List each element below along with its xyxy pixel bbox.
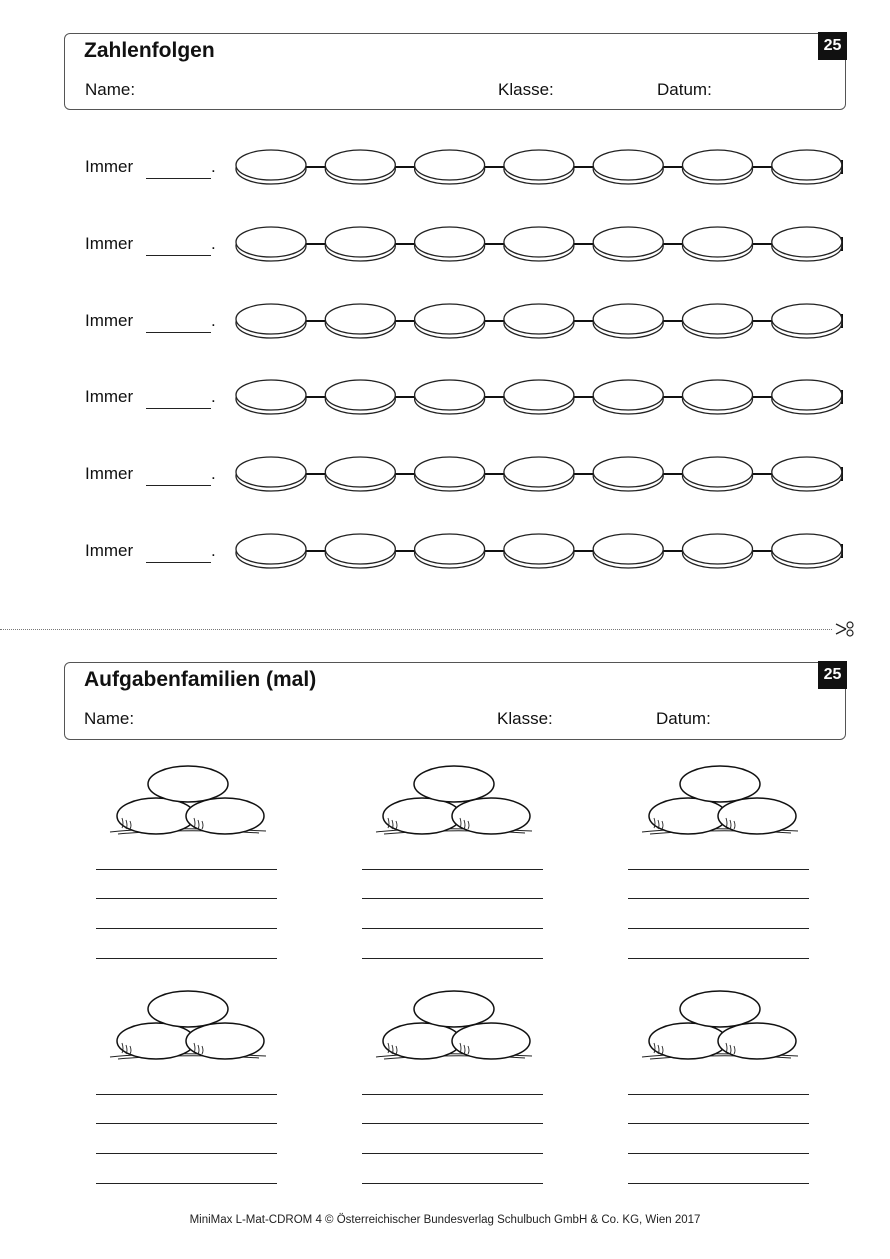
- number-triangle-eggs: [370, 760, 540, 842]
- number-oval[interactable]: [593, 457, 663, 491]
- number-oval[interactable]: [772, 457, 842, 491]
- number-oval[interactable]: [325, 380, 395, 414]
- answer-writing-line[interactable]: [362, 928, 543, 929]
- answer-writing-line[interactable]: [362, 1123, 543, 1124]
- number-chain: [232, 454, 847, 494]
- answer-writing-line[interactable]: [96, 1183, 277, 1184]
- number-oval[interactable]: [415, 304, 485, 338]
- page-number-badge: 25: [818, 32, 847, 60]
- number-chain: [232, 224, 847, 264]
- number-oval[interactable]: [683, 304, 753, 338]
- number-oval[interactable]: [325, 457, 395, 491]
- number-oval[interactable]: [415, 227, 485, 261]
- number-oval[interactable]: [325, 227, 395, 261]
- number-oval[interactable]: [236, 150, 306, 184]
- name-label: Name:: [84, 709, 135, 728]
- class-label: Klasse:: [498, 80, 554, 99]
- number-oval[interactable]: [236, 534, 306, 568]
- number-oval[interactable]: [504, 380, 574, 414]
- factor-egg-left[interactable]: [649, 798, 727, 834]
- number-oval[interactable]: [325, 150, 395, 184]
- row-period: .: [211, 464, 216, 483]
- row-period: .: [211, 387, 216, 406]
- number-chain: [232, 147, 847, 187]
- number-oval[interactable]: [772, 227, 842, 261]
- answer-writing-line[interactable]: [362, 1153, 543, 1154]
- product-egg-top[interactable]: [414, 766, 494, 802]
- answer-writing-line[interactable]: [96, 1153, 277, 1154]
- row-label: Immer: [85, 541, 134, 560]
- number-oval[interactable]: [683, 534, 753, 568]
- number-oval[interactable]: [236, 227, 306, 261]
- number-oval[interactable]: [504, 304, 574, 338]
- name-label: Name:: [85, 80, 136, 99]
- date-label: Datum:: [657, 80, 712, 99]
- number-oval[interactable]: [325, 304, 395, 338]
- header-box-zahlenfolgen: [64, 33, 846, 110]
- number-oval[interactable]: [236, 457, 306, 491]
- copyright-footer: MiniMax L-Mat-CDROM 4 © Österreichischer Bundesverlag Schulbuch GmbH & Co. KG, Wien 2017: [189, 1214, 701, 1226]
- row-period: .: [211, 157, 216, 176]
- cut-line: [0, 629, 832, 630]
- step-answer-blank[interactable]: [146, 408, 211, 409]
- date-label: Datum:: [656, 709, 711, 728]
- answer-writing-line[interactable]: [96, 958, 277, 959]
- answer-writing-line[interactable]: [362, 869, 543, 870]
- number-oval[interactable]: [772, 150, 842, 184]
- answer-writing-line[interactable]: [628, 958, 809, 959]
- factor-egg-left[interactable]: [383, 798, 461, 834]
- factor-egg-left[interactable]: [117, 798, 195, 834]
- step-answer-blank[interactable]: [146, 485, 211, 486]
- answer-writing-line[interactable]: [628, 928, 809, 929]
- class-label: Klasse:: [497, 709, 553, 728]
- answer-writing-line[interactable]: [628, 898, 809, 899]
- factor-egg-right[interactable]: [718, 798, 796, 834]
- answer-writing-line[interactable]: [96, 869, 277, 870]
- answer-writing-line[interactable]: [96, 1123, 277, 1124]
- answer-writing-line[interactable]: [362, 958, 543, 959]
- number-triangle-eggs: [636, 760, 806, 842]
- number-oval[interactable]: [772, 534, 842, 568]
- header-box-aufgabenfamilien: [64, 662, 846, 740]
- answer-writing-line[interactable]: [628, 1123, 809, 1124]
- number-oval[interactable]: [415, 380, 485, 414]
- number-oval[interactable]: [772, 380, 842, 414]
- factor-egg-right[interactable]: [186, 798, 264, 834]
- number-oval[interactable]: [415, 150, 485, 184]
- number-chain: [232, 377, 847, 417]
- number-triangle-eggs: [104, 760, 274, 842]
- number-oval[interactable]: [593, 304, 663, 338]
- row-period: .: [211, 541, 216, 560]
- factor-egg-right[interactable]: [186, 1023, 264, 1059]
- product-egg-top[interactable]: [680, 766, 760, 802]
- factor-egg-left[interactable]: [649, 1023, 727, 1059]
- step-answer-blank[interactable]: [146, 332, 211, 333]
- number-chain: [232, 301, 847, 341]
- number-oval[interactable]: [683, 380, 753, 414]
- number-triangle-eggs: [370, 985, 540, 1067]
- row-label: Immer: [85, 157, 134, 176]
- number-oval[interactable]: [236, 380, 306, 414]
- factor-egg-left[interactable]: [383, 1023, 461, 1059]
- factor-egg-right[interactable]: [452, 1023, 530, 1059]
- number-oval[interactable]: [683, 457, 753, 491]
- worksheet-title: Aufgabenfamilien (mal): [84, 668, 317, 691]
- number-oval[interactable]: [415, 457, 485, 491]
- step-answer-blank[interactable]: [146, 178, 211, 179]
- number-oval[interactable]: [772, 304, 842, 338]
- answer-writing-line[interactable]: [362, 1094, 543, 1095]
- product-egg-top[interactable]: [148, 766, 228, 802]
- answer-writing-line[interactable]: [362, 898, 543, 899]
- factor-egg-right[interactable]: [718, 1023, 796, 1059]
- row-label: Immer: [85, 464, 134, 483]
- number-oval[interactable]: [504, 457, 574, 491]
- number-oval[interactable]: [593, 534, 663, 568]
- number-oval[interactable]: [683, 227, 753, 261]
- row-period: .: [211, 234, 216, 253]
- number-triangle-eggs: [636, 985, 806, 1067]
- answer-writing-line[interactable]: [628, 1183, 809, 1184]
- row-period: .: [211, 311, 216, 330]
- step-answer-blank[interactable]: [146, 255, 211, 256]
- answer-writing-line[interactable]: [96, 1094, 277, 1095]
- factor-egg-right[interactable]: [452, 798, 530, 834]
- number-oval[interactable]: [593, 150, 663, 184]
- answer-writing-line[interactable]: [628, 1153, 809, 1154]
- page-number-badge: 25: [818, 661, 847, 689]
- answer-writing-line[interactable]: [96, 898, 277, 899]
- number-oval[interactable]: [415, 534, 485, 568]
- number-oval[interactable]: [593, 380, 663, 414]
- scissors-icon: [834, 619, 856, 644]
- answer-writing-line[interactable]: [96, 928, 277, 929]
- row-label: Immer: [85, 387, 134, 406]
- answer-writing-line[interactable]: [628, 869, 809, 870]
- worksheet-title: Zahlenfolgen: [84, 39, 215, 62]
- row-label: Immer: [85, 234, 134, 253]
- number-chain: [232, 531, 847, 571]
- number-oval[interactable]: [504, 227, 574, 261]
- product-egg-top[interactable]: [148, 991, 228, 1027]
- factor-egg-left[interactable]: [117, 1023, 195, 1059]
- number-oval[interactable]: [504, 534, 574, 568]
- step-answer-blank[interactable]: [146, 562, 211, 563]
- product-egg-top[interactable]: [680, 991, 760, 1027]
- number-oval[interactable]: [504, 150, 574, 184]
- number-oval[interactable]: [593, 227, 663, 261]
- answer-writing-line[interactable]: [628, 1094, 809, 1095]
- row-label: Immer: [85, 311, 134, 330]
- product-egg-top[interactable]: [414, 991, 494, 1027]
- number-triangle-eggs: [104, 985, 274, 1067]
- number-oval[interactable]: [683, 150, 753, 184]
- number-oval[interactable]: [325, 534, 395, 568]
- answer-writing-line[interactable]: [362, 1183, 543, 1184]
- number-oval[interactable]: [236, 304, 306, 338]
